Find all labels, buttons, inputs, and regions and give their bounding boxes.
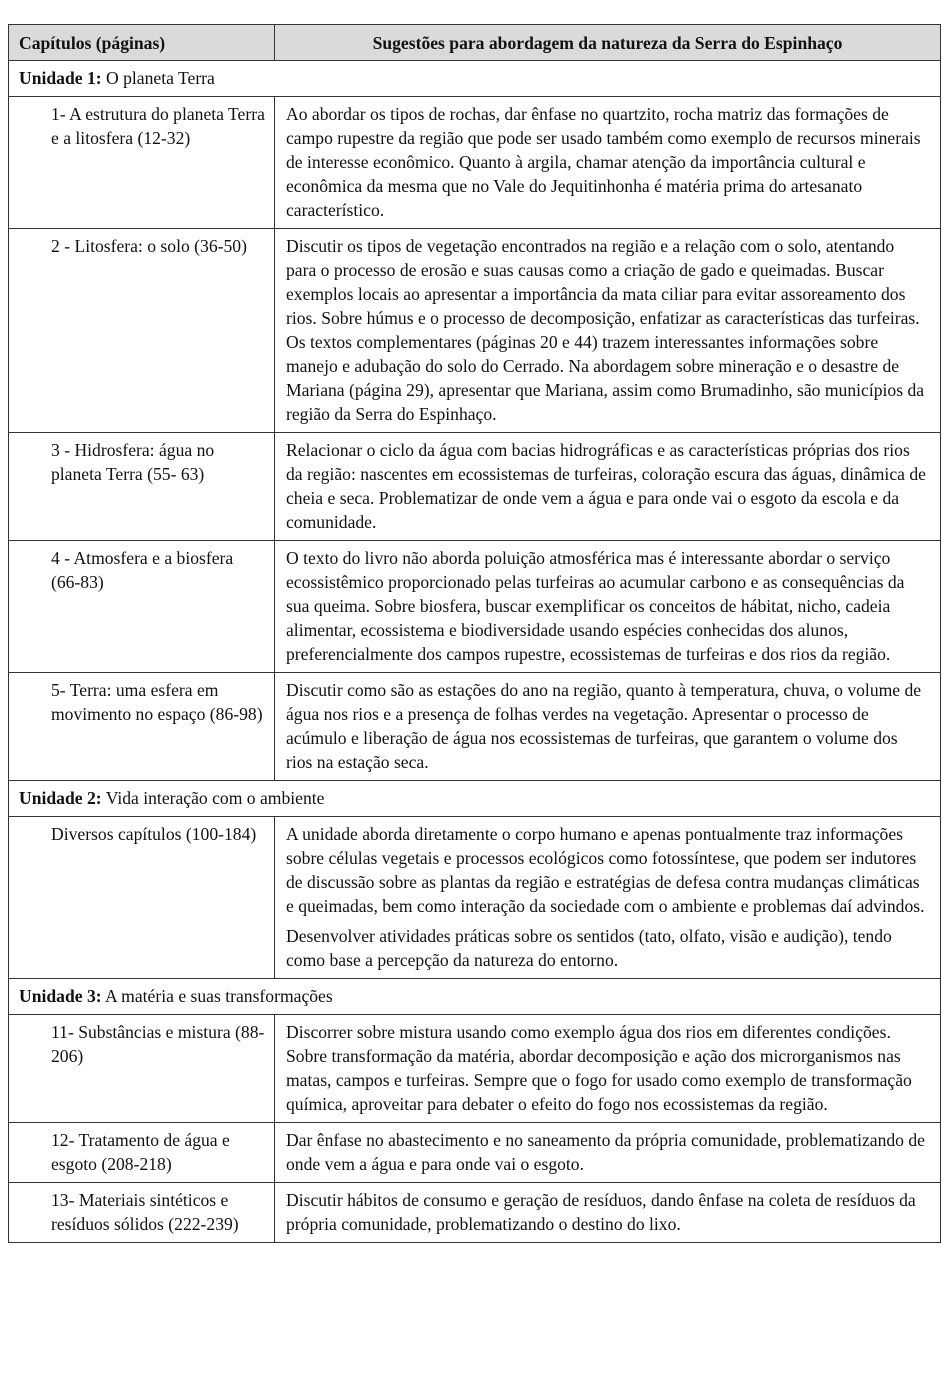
suggestion-paragraph: Desenvolver atividades práticas sobre os sentidos (tato, olfato, visão e audição), tendo como base a percepção da natureza do entorno.: [286, 926, 892, 970]
suggestion-paragraph: Discutir como são as estações do ano na região, quanto à temperatura, chuva, o volume de água nos rios e a presença de folhas verdes na vegetação. Apresentar o processo de acúmulo e liberação de água nos ecossistemas de turfeiras, que garantem o volume dos rios na estação seca.: [286, 680, 922, 772]
unit-row: [9, 979, 941, 1015]
chapter-cell: 13- Materiais sintéticos e resíduos sólidos (222-239): [9, 1183, 275, 1243]
table-header: [9, 25, 941, 61]
chapter-cell: 5- Terra: uma esfera em movimento no espaço (86-98): [9, 673, 275, 781]
header-row: [9, 25, 941, 61]
unit-label: Unidade 1:: [19, 68, 102, 88]
unit-heading: [9, 61, 941, 97]
unit-label: Unidade 2:: [19, 788, 102, 808]
suggestion-paragraph: Discutir os tipos de vegetação encontrados na região e a relação com o solo, atentando para o processo de erosão e suas causas como a criação de gado e queimadas. Buscar exemplos locais ao apresentar a importância da mata ciliar para evitar assoreamento dos rios. Sobre húmus e o processo de decomposição, enfatizar as características das turfeiras. Os textos complementares (páginas 20 e 44) trazem interessantes informações sobre manejo e adubação do solo do Cerrado. Na abordagem sobre mineração e o desastre de Mariana (página 29), apresentar que Mariana, assim como Brumadinho, são municípios da região da Serra do Espinhaço.: [286, 236, 925, 424]
table-row: [9, 229, 941, 433]
suggestion-cell: [275, 1183, 941, 1243]
table-row: [9, 433, 941, 541]
suggestion-cell: [275, 433, 941, 541]
chapter-cell: 11- Substâncias e mistura (88-206): [9, 1015, 275, 1123]
suggestion-cell: [275, 1123, 941, 1183]
unit-title: O planeta Terra: [106, 68, 215, 88]
suggestion-paragraph: Relacionar o ciclo da água com bacias hidrográficas e as características próprias dos rios da região: nascentes em ecossistemas de turfeiras, coloração escura das águas, dinâmica de cheia e seca. Problematizar de onde vem a água e para onde vai o esgoto da escola e da comunidade.: [286, 440, 926, 532]
chapter-cell: 2 - Litosfera: o solo (36-50): [9, 229, 275, 433]
suggestion-cell: [275, 673, 941, 781]
chapter-cell: Diversos capítulos (100-184): [9, 817, 275, 979]
unit-title: Vida interação com o ambiente: [105, 788, 325, 808]
unit-heading: [9, 979, 941, 1015]
table-row: [9, 817, 941, 979]
suggestion-cell: [275, 541, 941, 673]
suggestion-paragraph: Ao abordar os tipos de rochas, dar ênfase no quartzito, rocha matriz das formações de campo rupestre da região que pode ser usado também como exemplo de recursos minerais de interesse econômico. Quanto à argila, chamar atenção da importância cultural e econômica da mesma que no Vale do Jequitinhonha é matéria prima do artesanato característico.: [286, 104, 921, 220]
suggestion-paragraph: Discorrer sobre mistura usando como exemplo água dos rios em diferentes condições. Sobre transformação da matéria, abordar decomposição e ação dos microrganismos nas matas, campos e turfeiras. Sempre que o fogo for usado como exemplo de transformação química, aproveitar para debater o efeito do fogo nos ecossistemas da região.: [286, 1022, 912, 1114]
unit-heading: [9, 781, 941, 817]
unit-title: A matéria e suas transformações: [105, 986, 333, 1006]
suggestion-paragraph: Discutir hábitos de consumo e geração de resíduos, dando ênfase na coleta de resíduos da própria comunidade, problematizando o destino do lixo.: [286, 1190, 916, 1234]
column-header-suggestions: Sugestões para abordagem da natureza da Serra do Espinhaço: [275, 25, 941, 61]
suggestion-paragraph: O texto do livro não aborda poluição atmosférica mas é interessante abordar o serviço ecossistêmico proporcionado pelas turfeiras ao acumular carbono e as consequências da sua queima. Sobre biosfera, buscar exemplificar os conceitos de hábitat, nicho, cadeia alimentar, ecossistema e biodiversidade usando espécies conhecidas dos alunos, preferencialmente dos campos rupestre, ecossistemas de turfeiras e dos rios da região.: [286, 548, 905, 664]
suggestion-cell: [275, 229, 941, 433]
suggestion-cell: [275, 817, 941, 979]
table-row: [9, 673, 941, 781]
chapter-cell: 12- Tratamento de água e esgoto (208-218): [9, 1123, 275, 1183]
table-row: [9, 541, 941, 673]
suggestion-cell: [275, 1015, 941, 1123]
suggestion-paragraph: A unidade aborda diretamente o corpo humano e apenas pontualmente traz informações sobre células vegetais e processos ecológicos como fotossíntese, que podem ser indutores de discussão sobre as plantas da região e estratégias de defesa contra mudanças climáticas e queimadas, bem como interação da sociedade com o ambiente e problemas daí advindos.: [286, 824, 925, 916]
unit-row: [9, 61, 941, 97]
unit-label: Unidade 3:: [19, 986, 102, 1006]
chapter-cell: 4 - Atmosfera e a biosfera (66-83): [9, 541, 275, 673]
table-row: [9, 1015, 941, 1123]
chapter-cell: 3 - Hidrosfera: água no planeta Terra (55- 63): [9, 433, 275, 541]
table-body: [9, 61, 941, 1243]
column-header-chapters: Capítulos (páginas): [9, 25, 275, 61]
unit-row: [9, 781, 941, 817]
chapter-cell: 1- A estrutura do planeta Terra e a litosfera (12-32): [9, 97, 275, 229]
table-row: [9, 1183, 941, 1243]
suggestion-paragraph: Dar ênfase no abastecimento e no saneamento da própria comunidade, problematizando de onde vem a água e para onde vai o esgoto.: [286, 1130, 925, 1174]
suggestion-cell: [275, 97, 941, 229]
suggestions-table: [8, 24, 941, 1243]
table-row: [9, 97, 941, 229]
table-row: [9, 1123, 941, 1183]
